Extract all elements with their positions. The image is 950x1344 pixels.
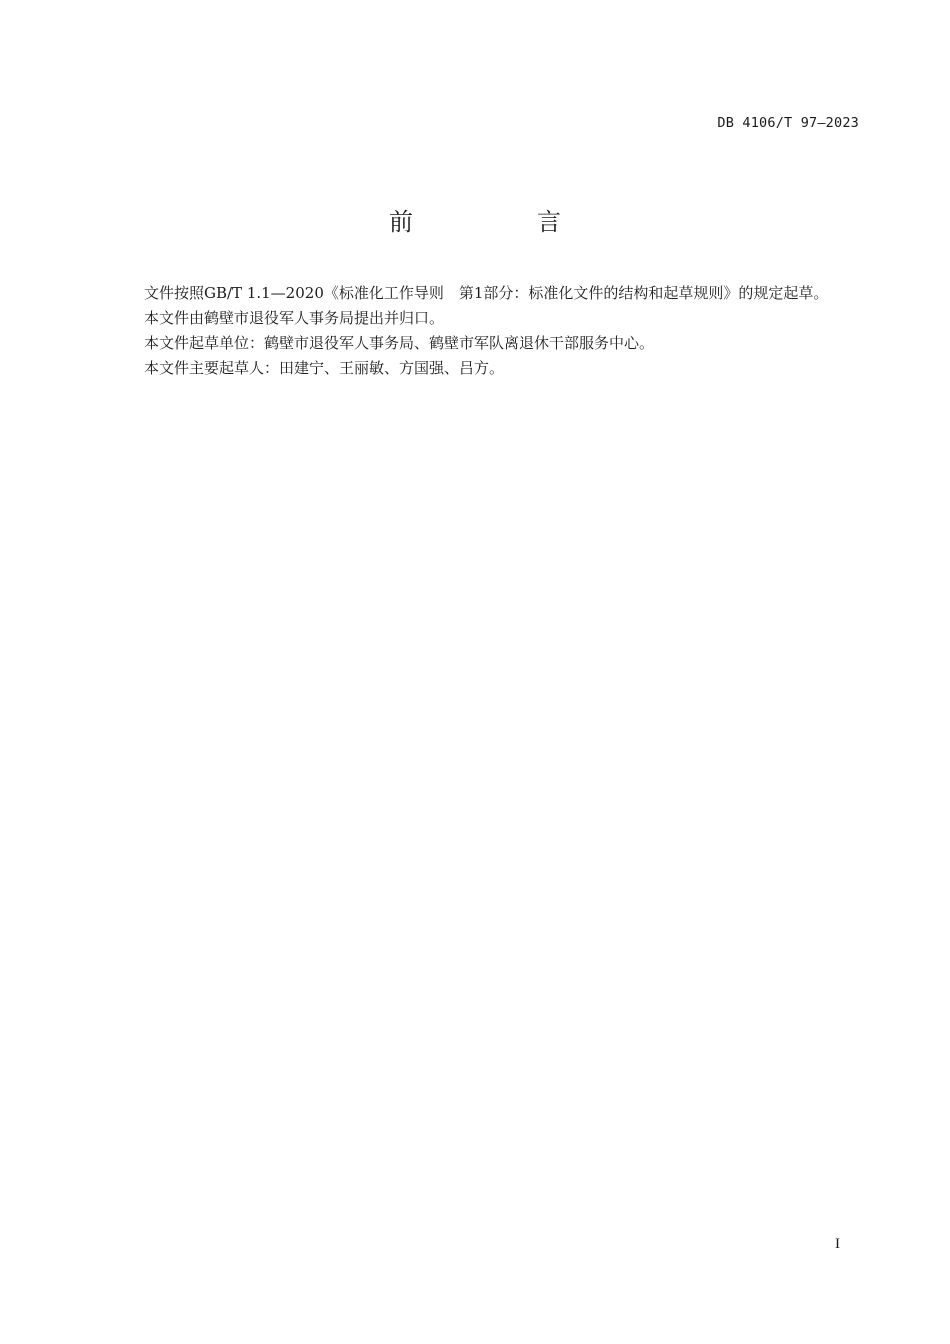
paragraph-drafters: 本文件主要起草人：田建宁、王丽敏、方国强、吕方。: [144, 359, 505, 377]
paragraph-drafting-units: 本文件起草单位：鹤壁市退役军人事务局、鹤壁市军队离退休干部服务中心。: [144, 334, 655, 352]
paragraph-proposer: 本文件由鹤壁市退役军人事务局提出并归口。: [144, 309, 445, 327]
foreword-body: [114, 281, 859, 381]
document-code: DB 4106/T 97—2023: [717, 115, 859, 131]
page-title: 前 言: [389, 208, 611, 236]
page-number: I: [835, 1236, 840, 1252]
paragraph-drafting-basis: 文件按照GB/T 1.1—2020《标准化工作导则 第1部分：标准化文件的结构和起草规则》的规定起草。: [144, 284, 829, 302]
